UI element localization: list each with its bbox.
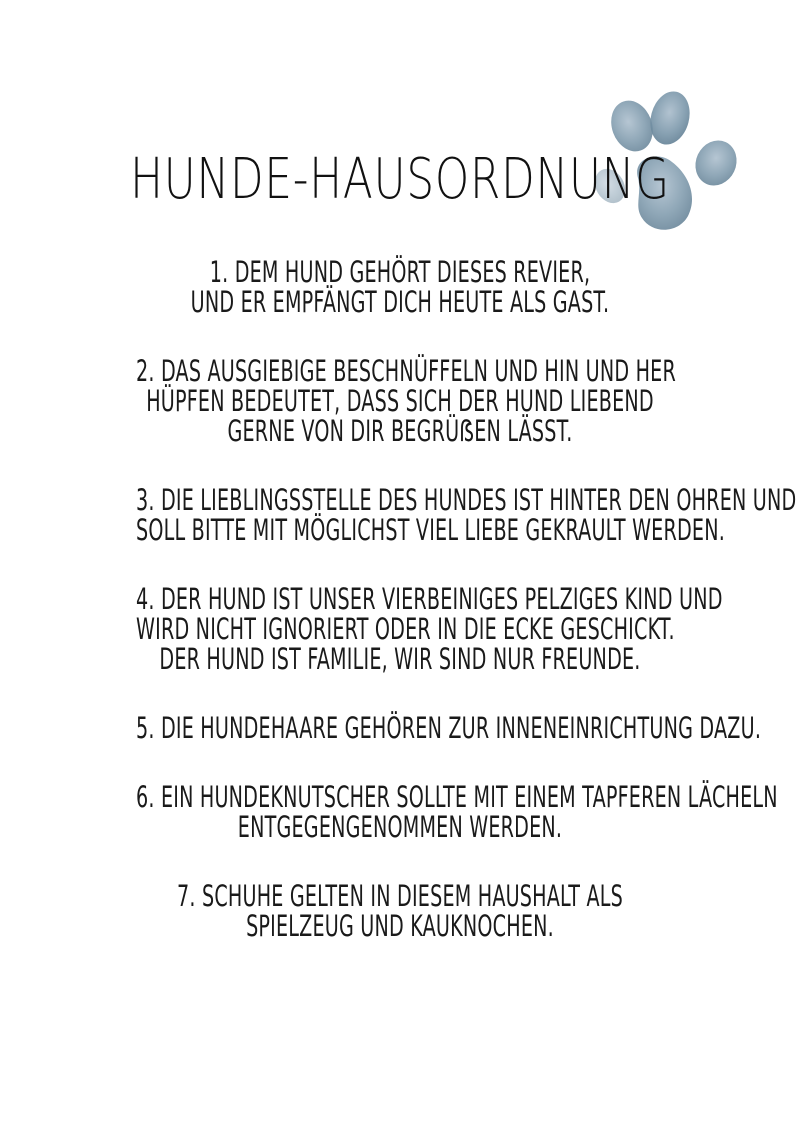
rule-line: SPIELZEUG UND KAUKNOCHEN. bbox=[246, 909, 554, 943]
rule-line: ENTGEGENGENOMMEN WERDEN. bbox=[237, 810, 563, 844]
rule-3 bbox=[0, 485, 800, 545]
rule-line: HÜPFEN BEDEUTET, DASS SICH DER HUND LIEBEND bbox=[146, 384, 654, 418]
rule-line: 7. SCHUHE GELTEN IN DIESEM HAUSHALT ALS bbox=[177, 879, 623, 913]
rule-5 bbox=[0, 713, 800, 743]
rule-line: SOLL BITTE MIT MÖGLICHST VIEL LIEBE GEKRAULT WERDEN. bbox=[136, 513, 726, 547]
page-title: HUNDE-HAUSORDNUNG bbox=[130, 147, 670, 212]
rule-line: WIRD NICHT IGNORIERT ODER IN DIE ECKE GESCHICKT. bbox=[136, 612, 675, 646]
rule-1 bbox=[0, 257, 800, 317]
rule-4 bbox=[0, 584, 800, 674]
rule-line: 2. DAS AUSGIEBIGE BESCHNÜFFELN UND HIN UND HER bbox=[136, 354, 676, 388]
rule-line: UND ER EMPFÄNGT DICH HEUTE ALS GAST. bbox=[190, 285, 610, 319]
rule-2 bbox=[0, 356, 800, 446]
rule-7 bbox=[0, 881, 800, 941]
rule-line: DER HUND IST FAMILIE, WIR SIND NUR FREUNDE. bbox=[159, 642, 641, 676]
rule-6 bbox=[0, 782, 800, 842]
rule-line: 3. DIE LIEBLINGSSTELLE DES HUNDES IST HINTER DEN OHREN UND bbox=[136, 483, 797, 517]
rule-line: 6. EIN HUNDEKNUTSCHER SOLLTE MIT EINEM TAPFEREN LÄCHELN bbox=[136, 780, 778, 814]
rule-line: 4. DER HUND IST UNSER VIERBEINIGES PELZIGES KIND UND bbox=[136, 582, 723, 616]
rules-list bbox=[0, 257, 800, 980]
rule-line: GERNE VON DIR BEGRÜẞEN LÄSST. bbox=[227, 414, 573, 448]
rule-line: 1. DEM HUND GEHÖRT DIESES REVIER, bbox=[209, 255, 591, 289]
rule-line: 5. DIE HUNDEHAARE GEHÖREN ZUR INNENEINRICHTUNG DAZU. bbox=[136, 711, 762, 745]
